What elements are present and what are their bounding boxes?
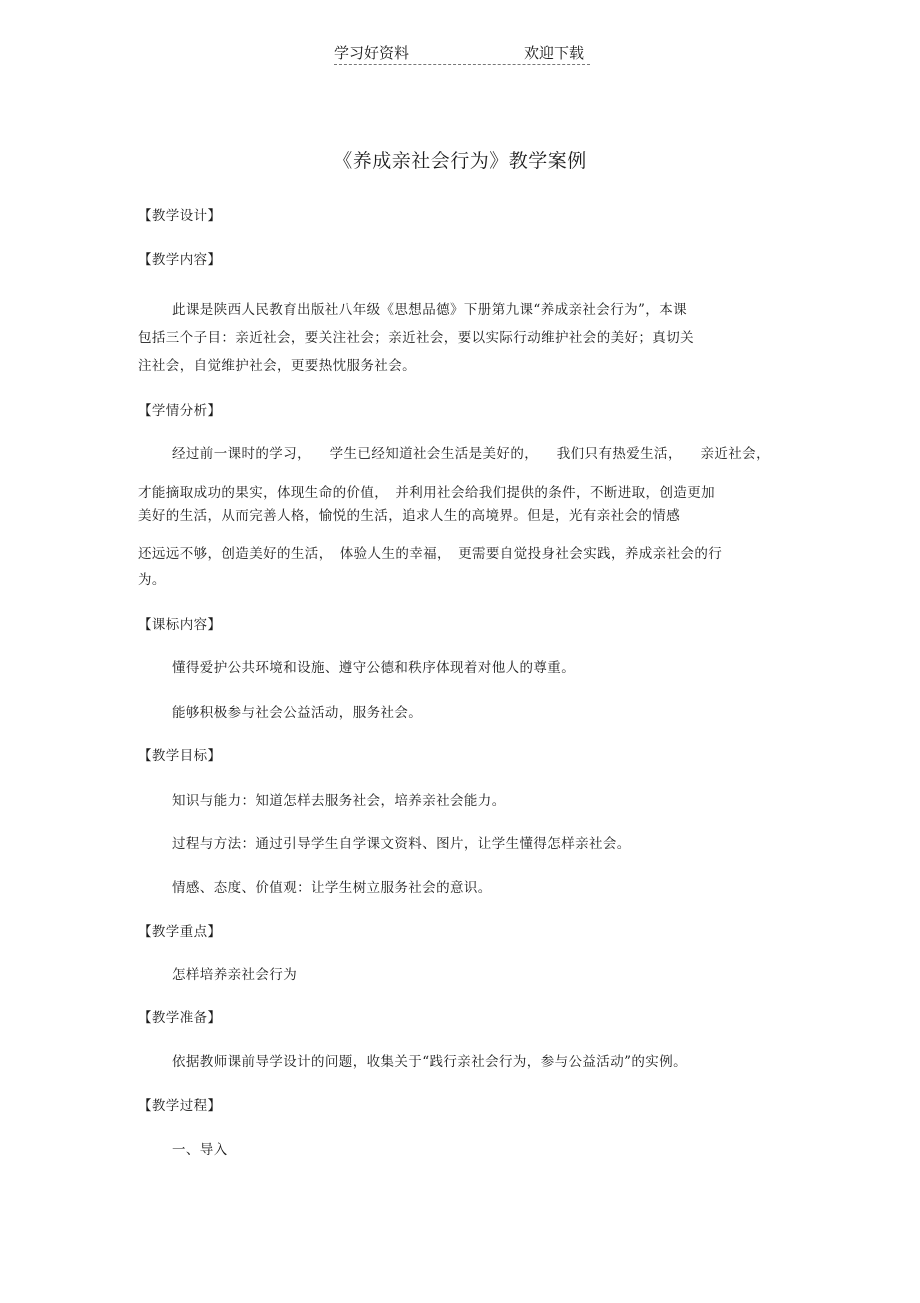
section-analysis-heading: 【学情分析】 xyxy=(138,403,222,419)
content-line-2: 包括三个子目：亲近社会，要关注社会；亲近社会，要以实际行动维护社会的美好；真切关 xyxy=(138,330,694,346)
standard-item-1: 懂得爱护公共环境和设施、遵守公德和秩序体现着对他人的尊重。 xyxy=(172,660,576,676)
content-line-1: 此课是陕西人民教育出版社八年级《思想品德》下册第九课“养成亲社会行为”，本课 xyxy=(172,302,688,318)
analysis-line-1-part: 学生已经知道社会生活是美好的， xyxy=(329,446,539,462)
header-right-text: 欢迎下载 xyxy=(523,44,584,62)
goal-item-2: 过程与方法：通过引导学生自学课文资料、图片，让学生懂得怎样亲社会。 xyxy=(172,836,631,852)
section-goals-heading: 【教学目标】 xyxy=(138,748,222,764)
standard-item-2: 能够积极参与社会公益活动，服务社会。 xyxy=(172,705,423,721)
document-title: 《养成亲社会行为》教学案例 xyxy=(333,150,587,172)
content-line-3: 注社会，自觉维护社会，更要热忱服务社会。 xyxy=(138,358,416,374)
process-step-1: 一、导入 xyxy=(172,1142,228,1158)
analysis-line-1-part: 经过前一课时的学习， xyxy=(172,446,311,462)
focus-text: 怎样培养亲社会行为 xyxy=(172,967,298,983)
page-header xyxy=(334,40,590,65)
prep-text: 依据教师课前导学设计的问题，收集关于“践行亲社会行为，参与公益活动”的实例。 xyxy=(172,1054,688,1070)
section-focus-heading: 【教学重点】 xyxy=(138,924,222,940)
analysis-line-5: 为。 xyxy=(138,572,166,588)
section-content-heading: 【教学内容】 xyxy=(138,252,222,268)
section-process-heading: 【教学过程】 xyxy=(138,1098,222,1114)
analysis-line-1-part: 亲近社会， xyxy=(700,446,770,462)
section-standard-heading: 【课标内容】 xyxy=(138,617,222,633)
analysis-line-1-part: 我们只有热爱生活， xyxy=(556,446,682,462)
goal-item-1: 知识与能力：知道怎样去服务社会，培养亲社会能力。 xyxy=(172,793,506,809)
analysis-line-3: 美好的生活，从而完善人格，愉悦的生活，追求人生的高境界。但是，光有亲社会的情感 xyxy=(138,508,681,524)
section-design-heading: 【教学设计】 xyxy=(138,208,222,224)
header-left-text: 学习好资料 xyxy=(334,44,410,62)
goal-item-3: 情感、态度、价值观：让学生树立服务社会的意识。 xyxy=(172,880,492,896)
analysis-line-2: 才能摘取成功的果实，体现生命的价值， 并利用社会给我们提供的条件，不断进取，创造更加 xyxy=(138,485,716,501)
analysis-line-1 xyxy=(172,442,770,462)
analysis-line-4: 还远远不够，创造美好的生活， 体验人生的幸福， 更需要自觉投身社会实践，养成亲社会的行 xyxy=(138,546,723,562)
section-prep-heading: 【教学准备】 xyxy=(138,1010,222,1026)
